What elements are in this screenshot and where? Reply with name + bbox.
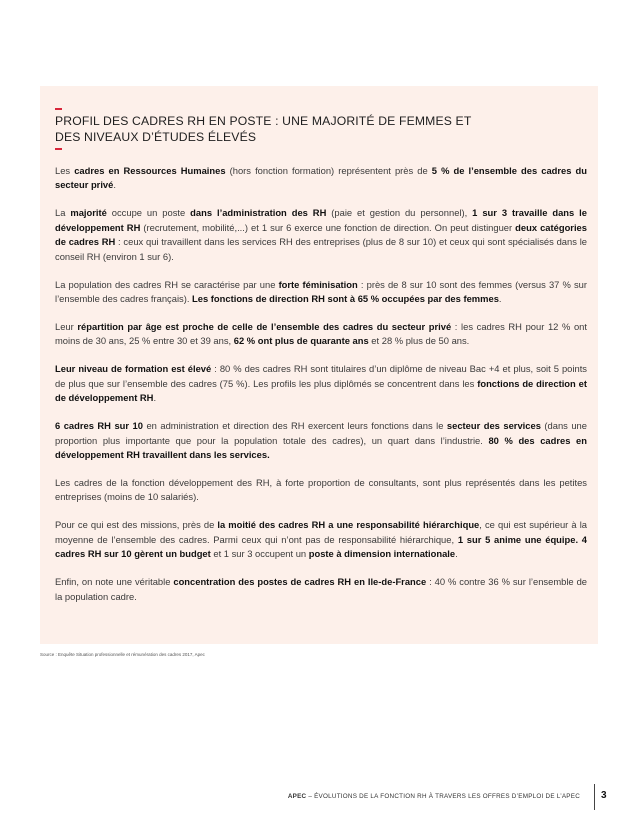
title-dash-bottom xyxy=(55,148,62,150)
paragraph xyxy=(55,164,587,193)
text-segment: en administration et direction des RH exercent leurs fonctions dans le xyxy=(142,420,447,432)
page-number: 3 xyxy=(601,790,607,801)
paragraph xyxy=(55,320,587,349)
text-segment: (dans une proportion plus importante que pour la population totale des cadres), un quart dans l’industrie. xyxy=(55,420,587,446)
body-text xyxy=(55,164,587,618)
footer-title: – ÉVOLUTIONS DE LA FONCTION RH À TRAVERS LES OFFRES D’EMPLOI DE L’APEC xyxy=(306,793,580,800)
emphasis-text: 80 % des cadres en développement RH travaillent dans les services. xyxy=(55,434,587,461)
emphasis-text: Les fonctions de direction RH sont à 65 % occupées par des femmes xyxy=(192,293,499,305)
emphasis-text: cadres en Ressources Humaines xyxy=(74,165,226,176)
title-dash-top xyxy=(55,108,62,110)
paragraph xyxy=(55,419,587,462)
emphasis-text: secteur des services xyxy=(446,420,541,432)
footer-brand: APEC xyxy=(287,793,307,800)
text-segment: La population des cadres RH se caractérise par une xyxy=(55,278,279,290)
emphasis-text: la moitié des cadres RH a une responsabilité hiérarchique xyxy=(217,519,480,531)
text-segment: Les cadres de la fonction développement des RH, à forte proportion de consultants, sont plus représentés dans les petites entreprises (moins de 10 salariés). xyxy=(55,477,587,503)
text-segment: : ceux qui travaillent dans les services RH des entreprises (plus de 8 sur 10) et ceux qui sont spécialisés dans le conseil RH (environ 1 sur 6). xyxy=(55,236,587,262)
text-segment: (recrutement, mobilité,...) et 1 sur 6 exerce une fonction de direction. On peut distinguer xyxy=(140,221,516,233)
text-segment: . xyxy=(455,548,458,560)
emphasis-text: deux catégories de cadres RH xyxy=(55,221,587,248)
paragraph xyxy=(55,575,587,604)
emphasis-text: dans l’administration des RH xyxy=(190,207,327,219)
text-segment: (hors fonction formation) représentent près de xyxy=(225,165,432,176)
text-segment: Les xyxy=(55,165,75,176)
text-segment: Enfin, on note une véritable xyxy=(55,576,174,588)
emphasis-text: 62 % ont plus de quarante ans xyxy=(233,335,369,347)
paragraph xyxy=(55,476,587,505)
text-segment: : 40 % contre 36 % sur l’ensemble de la population cadre. xyxy=(55,576,587,602)
text-segment: Pour ce qui est des missions, près de xyxy=(55,519,218,531)
text-segment: : 80 % des cadres RH sont titulaires d’un diplôme de niveau Bac +4 et plus, soit 5 points de plus que sur l’ensemble des cadres (75 %). Les profils les plus diplômés se concentrent dans les xyxy=(55,363,587,389)
text-segment: occupe un poste xyxy=(106,207,191,219)
text-segment: La xyxy=(55,207,71,219)
text-segment: , ce qui est supérieur à la moyenne de l’ensemble des cadres. Parmi ceux qui n’ont pas de responsabilité hiérarchique, xyxy=(55,519,587,545)
emphasis-text: Leur niveau de formation est élevé xyxy=(55,363,212,375)
emphasis-text: fonctions de direction et de développement RH xyxy=(55,377,587,404)
section-title: PROFIL DES CADRES RH EN POSTE : UNE MAJORITÉ DE FEMMES ET DES NIVEAUX D’ÉTUDES ÉLEVÉS xyxy=(55,114,472,144)
emphasis-text: poste à dimension internationale xyxy=(308,548,456,560)
text-segment: : les cadres RH pour 12 % ont moins de 30 ans, 25 % entre 30 et 39 ans, xyxy=(55,321,587,347)
emphasis-text: 1 sur 5 anime une équipe. 4 cadres RH sur 10 gèrent un budget xyxy=(55,533,587,560)
emphasis-text: 1 sur 3 travaille dans le développement RH xyxy=(55,207,587,233)
paragraph xyxy=(55,278,587,307)
text-segment: . xyxy=(498,293,502,305)
paragraph xyxy=(55,518,587,561)
paragraph xyxy=(55,206,587,264)
emphasis-text: répartition par âge est proche de celle de l’ensemble des cadres du secteur privé xyxy=(77,321,452,333)
text-segment: . xyxy=(153,392,157,404)
emphasis-text: concentration des postes de cadres RH en Ile-de-France xyxy=(173,576,427,588)
page-footer xyxy=(288,793,580,800)
text-segment: et 1 sur 3 occupent un xyxy=(210,548,309,560)
emphasis-text: 6 cadres RH sur 10 xyxy=(55,420,143,432)
footer-divider xyxy=(594,784,595,810)
text-segment: Leur xyxy=(55,321,78,333)
text-segment: et 28 % plus de 50 ans. xyxy=(368,335,470,347)
emphasis-text: 5 % de l’ensemble des cadres du secteur privé xyxy=(55,165,588,191)
text-segment: . xyxy=(113,179,116,191)
emphasis-text: majorité xyxy=(70,207,107,219)
text-segment: : près de 8 sur 10 sont des femmes (versus 37 % sur l’ensemble des cadres français). xyxy=(55,278,587,305)
emphasis-text: forte féminisation xyxy=(278,278,358,290)
source-note: Source : Enquête Situation professionnelle et rémunération des cadres 2017, Apec xyxy=(40,652,205,657)
paragraph xyxy=(55,362,587,405)
text-segment: (paie et gestion du personnel), xyxy=(326,207,473,219)
